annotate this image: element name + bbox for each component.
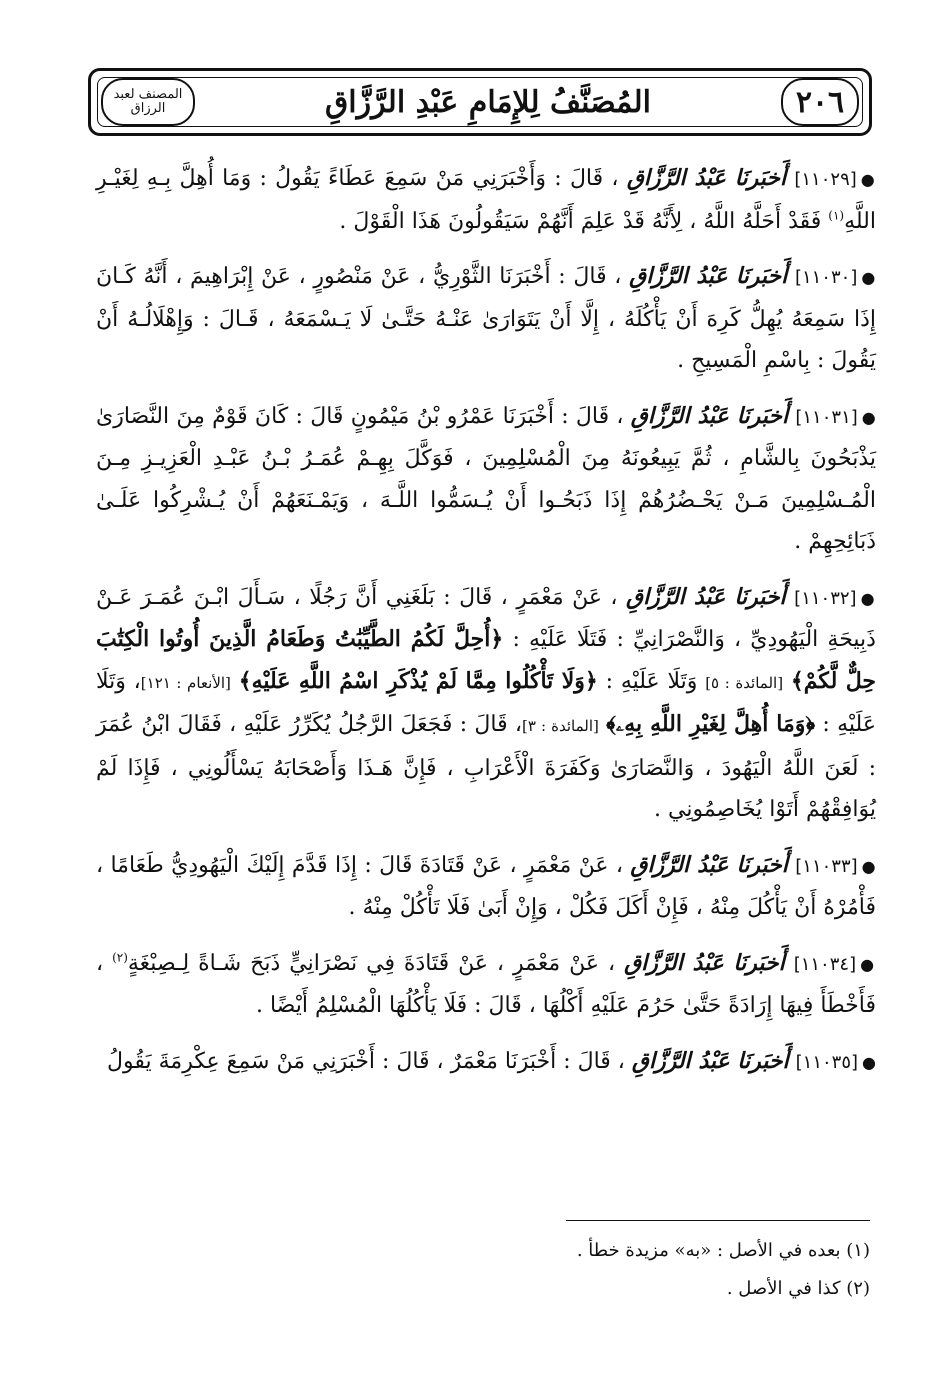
- hadith-entry: [96, 256, 876, 382]
- hadith-number: [١١٠٣١]: [795, 406, 858, 428]
- hadith-text-continued: ، فَأَخْطَأَ فِيهَا إِرَادَةً حَتَّىٰ حَرُمَ عَلَيْهِ أَكْلُهَا ، قَالَ : فَلَا يَأْكُلُهَا الْمُسْلِمُ أَيْضًا .: [96, 950, 876, 1018]
- isnad-opening: أَخبَرنَا عَبْدُ الرَّزَّاقِ: [629, 263, 788, 289]
- footnote-divider: [566, 1220, 870, 1221]
- footnote: (٢) كذا في الأصل .: [726, 1278, 870, 1299]
- isnad-opening: أَخبَرنَا عَبْدُ الرَّزَّاقِ: [630, 402, 789, 429]
- hadith-number: [١١٠٣٢]: [794, 587, 857, 609]
- hadith-entry: [96, 158, 876, 242]
- footnote-mark: (١): [828, 208, 845, 223]
- surah-reference: [المائدة : ٥]: [705, 673, 784, 692]
- main-text: [96, 158, 876, 1097]
- hadith-number: [١١٠٣٣]: [795, 855, 858, 877]
- bullet-icon: ●: [862, 1052, 876, 1072]
- bullet-icon: ●: [861, 856, 876, 876]
- bullet-icon: ●: [860, 954, 877, 974]
- hadith-text: ، عَنْ مَعْمَرٍ ، عَنْ قَتَادَةَ فِي نَصْرَانِيٍّ ذَبَحَ شَـاةً لِـصِبْغَةٍ: [127, 950, 616, 976]
- hadith-text-end: ، قَالَ : فَجَعَلَ الرَّجُلُ يُكَرِّرُ عَلَيْهِ ، فَقَالَ ابْنُ عُمَرَ : لَعَنَ اللَّهُ الْيَهُودَ ، وَالنَّصَارَىٰ وَكَفَرَةَ الْأَعْرَابِ ، فَإِنَّ هَـذَا وَأَصْحَابَهُ يَسْأَلُونِي ، فَإِذَا لَمْ يُوَافِقْهُمْ أَتَوْا يُخَاصِمُونِي .: [96, 712, 876, 822]
- hadith-text: ، عَنْ مَعْمَرٍ ، قَالَ : بَلَغَنِي أَنَّ رَجُلًا ، سَـأَلَ ابْـنَ عُمَـرَ عَـنْ ذَبِيحَةِ الْيَهُودِيِّ ، وَالنَّصْرَانِيِّ : فَتَلَا عَلَيْهِ :: [96, 584, 876, 652]
- hadith-number: [١١٠٣٤]: [793, 953, 857, 975]
- hadith-number: [١١٠٣٥]: [795, 1051, 859, 1073]
- bullet-icon: ●: [860, 170, 877, 189]
- isnad-opening: أَخبَرنَا عَبْدُ الرَّزَّاقِ: [624, 949, 785, 976]
- hadith-text-continued: وَتَلَا عَلَيْهِ :: [597, 668, 706, 694]
- hadith-text: ، قَالَ : أَخْبَرَنَا مَعْمَرٌ ، قَالَ : أَخْبَرَنِي مَنْ سَمِعَ عِكْرِمَةَ يَقُولُ: [107, 1048, 625, 1074]
- book-emblem: [101, 78, 195, 126]
- bullet-icon: ●: [860, 588, 876, 608]
- hadith-text-continued: ، وَتَلَا عَلَيْهِ :: [96, 668, 876, 737]
- hadith-text: ، عَنْ مَعْمَرٍ ، عَنْ قَتَادَةَ قَالَ : إِذَا قَدَّمَ إِلَيْكَ الْيَهُودِيُّ طَعَامًا ، فَأْمُرْهُ أَنْ يَأْكُلَ مِنْهُ ، فَإِنْ أَكَلَ فَكُلْ ، وَإِنْ أَبَىٰ فَلَا تَأْكُلْ مِنْهُ .: [96, 852, 876, 920]
- hadith-text-continued: فَقَدْ أَحَلَّهُ اللَّهُ ، لِأَنَّهُ قَدْ عَلِمَ أَنَّهُمْ سَيَقُولُونَ هَذَا الْقَوْلَ .: [339, 208, 829, 234]
- hadith-entry: [96, 943, 876, 1027]
- bullet-icon: ●: [861, 268, 877, 287]
- footnotes: [96, 1232, 870, 1308]
- hadith-entry: [96, 845, 876, 929]
- running-title: المُصَنَّفُ لِلإِمَامِ عَبْدِ الرَّزَّاقِ: [325, 84, 651, 120]
- hadith-text: ، قَالَ : أَخْبَرَنَا عَمْرُو بْنُ مَيْمُونٍ قَالَ : كَانَ قَوْمٌ مِنَ النَّصَارَىٰ يَذْبَحُونَ بِالشَّامِ ، ثُمَّ يَبِيعُونَهُ مِنَ الْمُسْلِمِينَ ، فَوَكَّلَ بِهِـمْ عُمَـرُ بْـنُ عَبْـدِ الْعَزِيـزِ مِـنَ الْمُـسْلِمِينَ مَـنْ يَحْـضُرُهُمْ إِذَا ذَبَحُـوا أَنْ يُـسَمُّوا اللَّـهَ ، وَيَمْـنَعَهُمْ أَنْ يُـشْرِكُوا عَلَـىٰ ذَبَائِحِهِمْ .: [96, 403, 876, 554]
- isnad-opening: أَخبَرنَا عَبْدُ الرَّزَّاقِ: [631, 1047, 789, 1074]
- hadith-number: [١١٠٣٠]: [794, 267, 858, 288]
- quran-verse: ﴿أُحِلَّ لَكُمُ الطَّيِّبَٰتُ وَطَعَامُ الَّذِينَ أُوتُوا الْكِتَٰبَ حِلٌّ لَّكُمْ﴾: [96, 626, 877, 694]
- footnote-mark: (٢): [112, 950, 128, 965]
- quran-verse: ﴿وَمَا أُهِلَّ لِغَيْرِ اللَّهِ بِهِۦ﴾: [606, 711, 816, 737]
- hadith-number: [١١٠٢٩]: [794, 169, 857, 190]
- hadith-entry: [96, 577, 876, 831]
- hadith-text: ، قَالَ : وَأَخْبَرَنِي مَنْ سَمِعَ عَطَاءً يَقُولُ : وَمَا أُهِلَّ بِـهِ لِغَيْـرِ اللَّهِ: [96, 166, 876, 234]
- surah-reference: [الأنعام : ١٢١]: [140, 673, 231, 692]
- hadith-entry: [96, 396, 876, 563]
- page-number: ٢٠٦: [781, 78, 859, 126]
- isnad-opening: أَخبَرنَا عَبْدُ الرَّزَّاقِ: [626, 165, 787, 191]
- surah-reference: [المائدة : ٣]: [522, 717, 599, 735]
- isnad-opening: أَخبَرنَا عَبْدُ الرَّزَّاقِ: [630, 851, 788, 878]
- isnad-opening: أَخبَرنَا عَبْدُ الرَّزَّاقِ: [626, 583, 786, 610]
- footnote: (١) بعده في الأصل : «به» مزيدة خطأ .: [576, 1240, 870, 1261]
- page-header: [88, 68, 872, 136]
- hadith-text: ، قَالَ : أَخْبَرَنَا الثَّوْرِيُّ ، عَنْ مَنْصُورٍ ، عَنْ إِبْرَاهِيمَ ، أَنَّهُ كَـانَ إِذَا سَمِعَهُ يُهِلُّ كَرِهَ أَنْ يَأْكُلَهُ ، إِلَّا أَنْ يَتَوَارَىٰ عَنْـهُ حَتَّـىٰ لَا يَـسْمَعَهُ ، قَـالَ : وَإِهْلَالُـهُ أَنْ يَقُولَ : بِاسْمِ الْمَسِيحِ .: [96, 264, 876, 373]
- quran-verse: ﴿وَلَا تَأْكُلُوا مِمَّا لَمْ يُذْكَرِ اسْمُ اللَّهِ عَلَيْهِ﴾: [238, 667, 598, 694]
- emblem-text: المصنف لعبد الرزاق: [113, 87, 183, 116]
- bullet-icon: ●: [861, 407, 877, 427]
- hadith-entry: [96, 1041, 876, 1084]
